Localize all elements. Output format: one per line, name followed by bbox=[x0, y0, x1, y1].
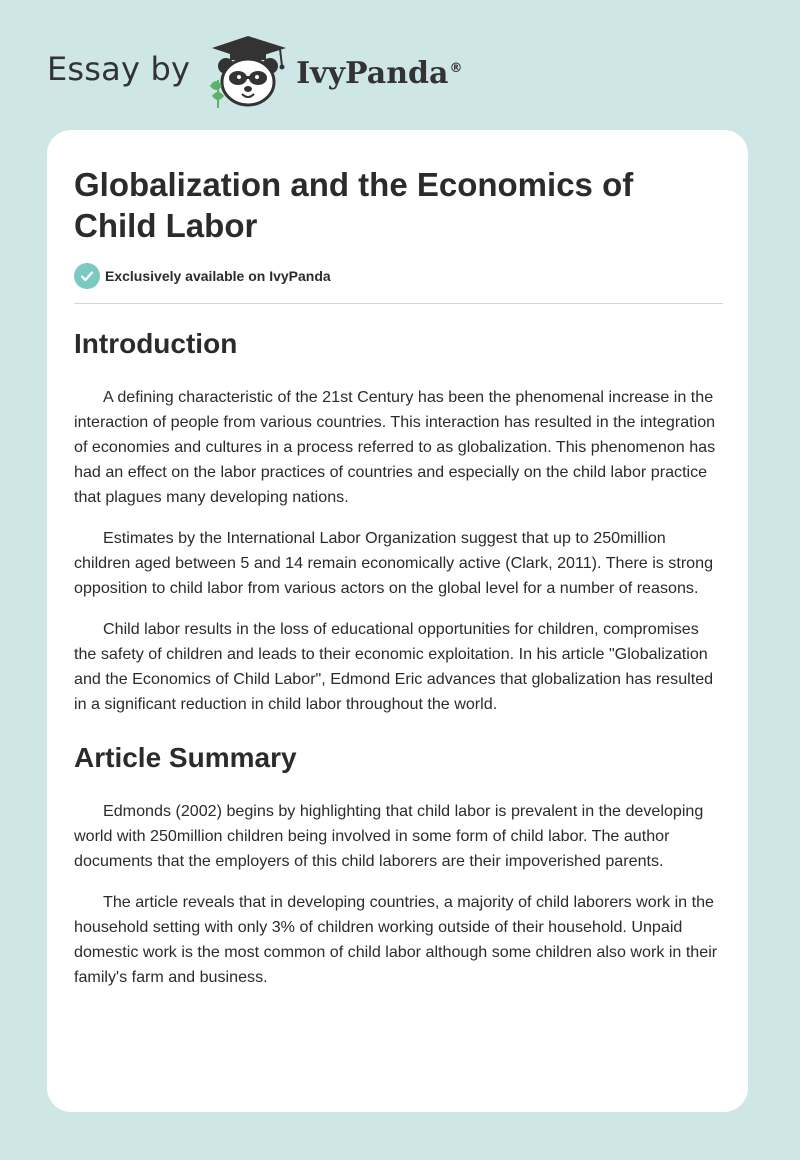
brand-name-text: IvyPanda bbox=[296, 55, 449, 91]
brand-prefix: Essay by bbox=[47, 50, 191, 88]
page-title: Globalization and the Economics of Child Labor bbox=[74, 166, 634, 244]
paragraph: Child labor results in the loss of educational opportunities for children, compromises the safety of children and leads to their economic exploitation. In his article "Globalization and the Economics of Child Labor", Edmond Eric advances that globalization has resulted in a significant reduction in child labor throughout the world. bbox=[74, 620, 714, 713]
paragraph: A defining characteristic of the 21st Century has been the phenomenal increase in the interaction of people from various countries. This interaction has resulted in the integration of economies and cultures in a process referred to as globalization. This phenomenon has had an effect on the labor practices of countries and especially on the child labor practice that plagues many developing nations. bbox=[74, 388, 716, 506]
section-heading-introduction: Introduction bbox=[74, 328, 238, 359]
registered-mark: ® bbox=[449, 60, 463, 76]
panda-logo-icon bbox=[202, 36, 294, 108]
brand-name bbox=[296, 56, 462, 91]
paragraph: Estimates by the International Labor Organization suggest that up to 250million children aged between 5 and 14 remain economically active (Clark, 2011). There is strong opposition to child labor from various actors on the global level for a number of reasons. bbox=[74, 529, 714, 597]
paragraph: Edmonds (2002) begins by highlighting that child labor is prevalent in the developing world with 250million children being involved in some form of child labor. The author documents that the employers of this child laborers are their impoverished parents. bbox=[74, 802, 704, 870]
brand-header bbox=[47, 36, 462, 108]
badge-text: Exclusively available on IvyPanda bbox=[105, 268, 331, 284]
check-icon bbox=[74, 263, 100, 289]
paragraph: The article reveals that in developing countries, a majority of child laborers work in the household setting with only 3% of children working outside of their household. Unpaid domestic work is the most common of child labor although some children also work in their family's farm and business. bbox=[74, 893, 718, 986]
essay-content bbox=[74, 320, 724, 990]
divider bbox=[74, 303, 723, 304]
essay-card bbox=[47, 130, 748, 1112]
exclusive-badge bbox=[74, 263, 331, 289]
section-heading-article-summary: Article Summary bbox=[74, 742, 297, 773]
